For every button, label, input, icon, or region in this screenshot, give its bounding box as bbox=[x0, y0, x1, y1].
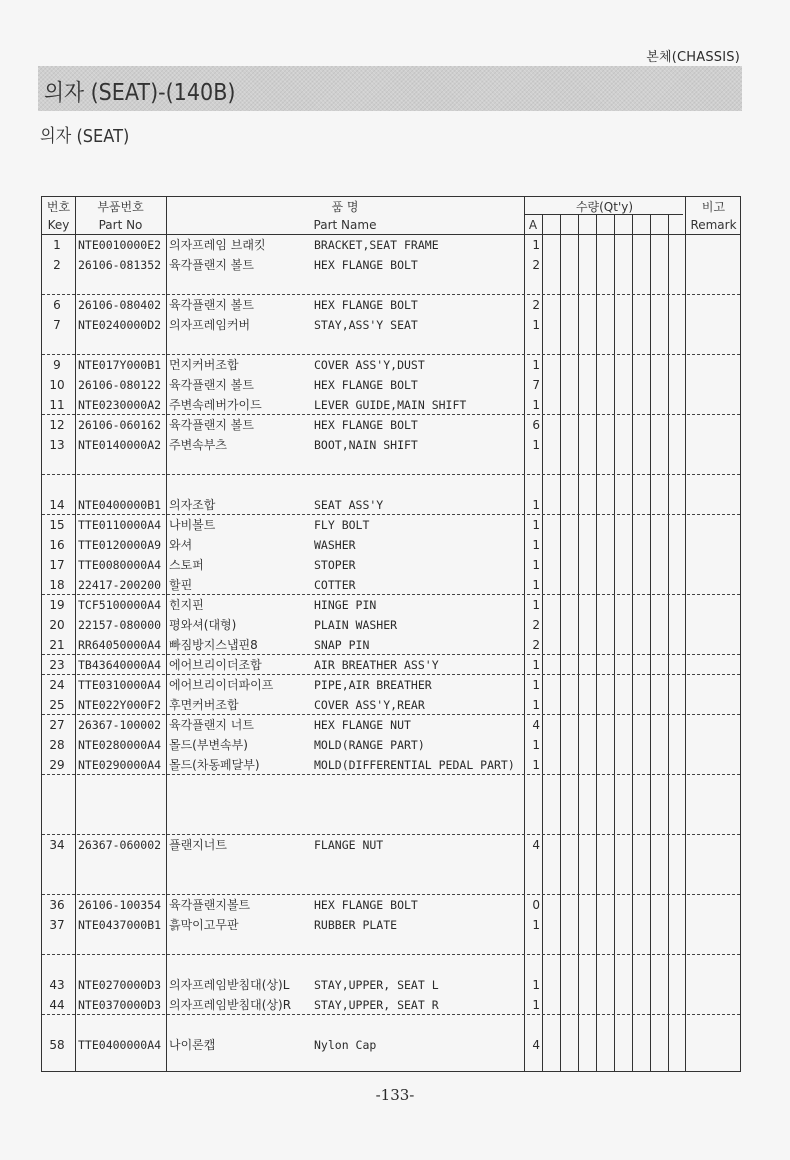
row-qty-a: 1 bbox=[532, 738, 540, 752]
row-name-english: STOPER bbox=[314, 558, 356, 572]
column-divider bbox=[166, 197, 167, 1071]
row-name-korean: 육각플랜지 볼트 bbox=[169, 418, 254, 432]
row-group-separator bbox=[42, 654, 740, 655]
row-key: 21 bbox=[49, 638, 65, 652]
header-partno-en: Part No bbox=[98, 218, 143, 232]
row-part-number: NTE022Y000F2 bbox=[78, 698, 162, 712]
row-name-english: AIR BREATHER ASS'Y bbox=[314, 658, 439, 672]
row-name-korean: 육각플랜지 볼트 bbox=[169, 298, 254, 312]
row-qty-a: 4 bbox=[532, 1038, 540, 1052]
header-remark-en: Remark bbox=[690, 218, 737, 232]
row-name-english: HINGE PIN bbox=[314, 598, 377, 612]
row-name-korean: 나이론캡 bbox=[169, 1038, 216, 1052]
header-divider bbox=[42, 234, 740, 235]
row-qty-a: 2 bbox=[532, 298, 540, 312]
header-key-ko: 번호 bbox=[46, 200, 71, 214]
row-name-english: BRACKET,SEAT FRAME bbox=[314, 238, 439, 252]
row-part-number: TTE0310000A4 bbox=[78, 678, 162, 692]
section-label: 본체(CHASSIS) bbox=[646, 50, 740, 65]
row-part-number: RR64050000A4 bbox=[78, 638, 162, 652]
row-part-number: NTE0400000B1 bbox=[78, 498, 162, 512]
row-qty-a: 1 bbox=[532, 518, 540, 532]
column-divider bbox=[685, 197, 686, 1071]
row-qty-a: 1 bbox=[532, 998, 540, 1012]
column-divider bbox=[560, 214, 561, 1071]
column-divider bbox=[596, 214, 597, 1071]
row-qty-a: 2 bbox=[532, 258, 540, 272]
row-name-korean: 몰드(차동페달부) bbox=[169, 758, 260, 772]
row-key: 15 bbox=[49, 518, 65, 532]
column-divider bbox=[542, 214, 543, 1071]
row-group-separator bbox=[42, 714, 740, 715]
row-name-english: MOLD(RANGE PART) bbox=[314, 738, 425, 752]
row-name-korean: 의자프레임커버 bbox=[169, 318, 251, 332]
row-qty-a: 7 bbox=[532, 378, 540, 392]
row-name-english: HEX FLANGE BOLT bbox=[314, 258, 418, 272]
row-group-separator bbox=[42, 514, 740, 515]
row-name-korean: 후면커버조합 bbox=[169, 698, 239, 712]
row-qty-a: 2 bbox=[532, 618, 540, 632]
row-key: 11 bbox=[49, 398, 65, 412]
row-name-english: LEVER GUIDE,MAIN SHIFT bbox=[314, 398, 467, 412]
row-key: 44 bbox=[49, 998, 65, 1012]
row-part-number: NTE0270000D3 bbox=[78, 978, 162, 992]
row-name-korean: 나비볼트 bbox=[169, 518, 216, 532]
row-key: 24 bbox=[49, 678, 65, 692]
row-name-korean: 흙막이고무판 bbox=[169, 918, 239, 932]
row-name-english: STAY,UPPER, SEAT L bbox=[314, 978, 439, 992]
row-group-separator bbox=[42, 774, 740, 775]
qty-header-divider bbox=[524, 214, 683, 215]
page-subtitle: 의자 (SEAT) bbox=[40, 126, 130, 147]
row-name-korean: 주변속레버가이드 bbox=[169, 398, 262, 412]
row-part-number: NTE0230000A2 bbox=[78, 398, 162, 412]
row-key: 23 bbox=[49, 658, 65, 672]
row-key: 34 bbox=[49, 838, 65, 852]
row-part-number: TB43640000A4 bbox=[78, 658, 162, 672]
row-key: 7 bbox=[53, 318, 61, 332]
row-part-number: 22417-200200 bbox=[78, 578, 162, 592]
row-name-english: Nylon Cap bbox=[314, 1038, 377, 1052]
row-name-english: STAY,ASS'Y SEAT bbox=[314, 318, 418, 332]
row-qty-a: 1 bbox=[532, 558, 540, 572]
row-name-english: FLY BOLT bbox=[314, 518, 370, 532]
row-part-number: NTE0370000D3 bbox=[78, 998, 162, 1012]
row-part-number: TTE0080000A4 bbox=[78, 558, 162, 572]
row-key: 28 bbox=[49, 738, 65, 752]
row-key: 10 bbox=[49, 378, 65, 392]
row-key: 2 bbox=[53, 258, 61, 272]
header-remark-ko: 비고 bbox=[701, 200, 726, 214]
row-group-separator bbox=[42, 414, 740, 415]
header-qty-a: A bbox=[528, 218, 538, 232]
row-group-separator bbox=[42, 894, 740, 895]
row-key: 19 bbox=[49, 598, 65, 612]
row-qty-a: 1 bbox=[532, 318, 540, 332]
column-divider bbox=[578, 214, 579, 1071]
column-divider bbox=[524, 197, 525, 1071]
row-part-number: 26106-080402 bbox=[78, 298, 162, 312]
row-name-korean: 주변속부츠 bbox=[169, 438, 227, 452]
row-qty-a: 1 bbox=[532, 358, 540, 372]
header-name-ko: 품 명 bbox=[331, 200, 359, 214]
row-name-english: COTTER bbox=[314, 578, 356, 592]
row-name-korean: 먼지커버조합 bbox=[169, 358, 239, 372]
header-qty: 수량(Qt'y) bbox=[575, 200, 634, 214]
row-key: 36 bbox=[49, 898, 65, 912]
row-name-english: HEX FLANGE BOLT bbox=[314, 418, 418, 432]
row-group-separator bbox=[42, 954, 740, 955]
row-name-english: PLAIN WASHER bbox=[314, 618, 398, 632]
row-name-english: RUBBER PLATE bbox=[314, 918, 398, 932]
row-key: 20 bbox=[49, 618, 65, 632]
row-name-korean: 스토퍼 bbox=[169, 558, 204, 572]
row-part-number: 26106-100354 bbox=[78, 898, 162, 912]
header-partno-ko: 부품번호 bbox=[97, 200, 144, 214]
column-divider bbox=[632, 214, 633, 1071]
row-part-number: TTE0120000A9 bbox=[78, 538, 162, 552]
column-divider bbox=[650, 214, 651, 1071]
row-qty-a: 0 bbox=[532, 898, 540, 912]
row-key: 58 bbox=[49, 1038, 65, 1052]
row-qty-a: 1 bbox=[532, 758, 540, 772]
row-name-english: PIPE,AIR BREATHER bbox=[314, 678, 432, 692]
row-group-separator bbox=[42, 594, 740, 595]
row-name-english: COVER ASS'Y,REAR bbox=[314, 698, 425, 712]
row-name-english: HEX FLANGE NUT bbox=[314, 718, 411, 732]
row-name-english: BOOT,NAIN SHIFT bbox=[314, 438, 418, 452]
row-qty-a: 1 bbox=[532, 918, 540, 932]
row-key: 9 bbox=[53, 358, 61, 372]
row-key: 17 bbox=[49, 558, 65, 572]
row-group-separator bbox=[42, 294, 740, 295]
row-key: 25 bbox=[49, 698, 65, 712]
row-key: 37 bbox=[49, 918, 65, 932]
row-name-korean: 힌지핀 bbox=[169, 598, 204, 612]
row-qty-a: 1 bbox=[532, 598, 540, 612]
row-part-number: NTE0240000D2 bbox=[78, 318, 162, 332]
page-number: -133- bbox=[375, 1086, 415, 1104]
row-name-korean: 플랜지너트 bbox=[169, 838, 227, 852]
row-part-number: NTE017Y000B1 bbox=[78, 358, 162, 372]
row-name-english: HEX FLANGE BOLT bbox=[314, 298, 418, 312]
row-name-korean: 와셔 bbox=[169, 538, 193, 552]
row-name-english: FLANGE NUT bbox=[314, 838, 384, 852]
row-group-separator bbox=[42, 1014, 740, 1015]
row-group-separator bbox=[42, 474, 740, 475]
column-divider bbox=[614, 214, 615, 1071]
row-qty-a: 1 bbox=[532, 538, 540, 552]
page-title: 의자 (SEAT)-(140B) bbox=[44, 80, 236, 106]
row-name-english: SEAT ASS'Y bbox=[314, 498, 384, 512]
row-qty-a: 4 bbox=[532, 718, 540, 732]
row-qty-a: 2 bbox=[532, 638, 540, 652]
row-key: 12 bbox=[49, 418, 65, 432]
row-name-english: STAY,UPPER, SEAT R bbox=[314, 998, 439, 1012]
row-qty-a: 4 bbox=[532, 838, 540, 852]
row-name-english: COVER ASS'Y,DUST bbox=[314, 358, 425, 372]
row-key: 6 bbox=[53, 298, 61, 312]
row-name-korean: 육각플랜지볼트 bbox=[169, 898, 251, 912]
row-part-number: 26367-100002 bbox=[78, 718, 162, 732]
row-key: 43 bbox=[49, 978, 65, 992]
row-part-number: TTE0400000A4 bbox=[78, 1038, 162, 1052]
row-name-english: WASHER bbox=[314, 538, 356, 552]
row-name-korean: 의자프레임받침대(상)R bbox=[169, 998, 292, 1012]
column-divider bbox=[75, 197, 76, 1071]
row-qty-a: 1 bbox=[532, 498, 540, 512]
row-group-separator bbox=[42, 834, 740, 835]
row-part-number: TTE0110000A4 bbox=[78, 518, 162, 532]
row-part-number: 26106-060162 bbox=[78, 418, 162, 432]
row-qty-a: 1 bbox=[532, 978, 540, 992]
column-divider bbox=[668, 214, 669, 1071]
row-part-number: NTE0280000A4 bbox=[78, 738, 162, 752]
row-part-number: NTE0010000E2 bbox=[78, 238, 162, 252]
row-qty-a: 1 bbox=[532, 238, 540, 252]
row-qty-a: 6 bbox=[532, 418, 540, 432]
row-group-separator bbox=[42, 354, 740, 355]
row-part-number: NTE0437000B1 bbox=[78, 918, 162, 932]
row-name-korean: 에어브리이더조합 bbox=[169, 658, 262, 672]
row-qty-a: 1 bbox=[532, 678, 540, 692]
row-name-korean: 평와셔(대형) bbox=[169, 618, 237, 632]
row-key: 13 bbox=[49, 438, 65, 452]
header-key-en: Key bbox=[47, 218, 70, 232]
row-name-korean: 빠짐방지스냅핀8 bbox=[169, 638, 258, 652]
row-name-korean: 의자프레임 브래킷 bbox=[169, 238, 266, 252]
row-name-korean: 몰드(부변속부) bbox=[169, 738, 248, 752]
row-key: 1 bbox=[53, 238, 61, 252]
title-banner bbox=[38, 66, 742, 111]
row-group-separator bbox=[42, 674, 740, 675]
row-name-korean: 의자프레임받침대(상)L bbox=[169, 978, 290, 992]
row-part-number: NTE0290000A4 bbox=[78, 758, 162, 772]
header-name-en: Part Name bbox=[313, 218, 377, 232]
parts-table bbox=[41, 196, 741, 1072]
row-qty-a: 1 bbox=[532, 398, 540, 412]
row-part-number: 26367-060002 bbox=[78, 838, 162, 852]
row-part-number: NTE0140000A2 bbox=[78, 438, 162, 452]
row-name-korean: 할핀 bbox=[169, 578, 193, 592]
row-name-korean: 육각플랜지 볼트 bbox=[169, 378, 254, 392]
row-name-korean: 육각플랜지 너트 bbox=[169, 718, 254, 732]
row-name-korean: 의자조합 bbox=[169, 498, 216, 512]
row-name-english: MOLD(DIFFERENTIAL PEDAL PART) bbox=[314, 758, 515, 772]
row-part-number: 26106-081352 bbox=[78, 258, 162, 272]
row-part-number: 26106-080122 bbox=[78, 378, 162, 392]
row-name-korean: 육각플랜지 볼트 bbox=[169, 258, 254, 272]
row-part-number: 22157-080000 bbox=[78, 618, 162, 632]
row-part-number: TCF5100000A4 bbox=[78, 598, 162, 612]
row-key: 27 bbox=[49, 718, 65, 732]
row-name-korean: 에어브리이더파이프 bbox=[169, 678, 274, 692]
row-key: 18 bbox=[49, 578, 65, 592]
row-qty-a: 1 bbox=[532, 438, 540, 452]
row-qty-a: 1 bbox=[532, 658, 540, 672]
row-key: 29 bbox=[49, 758, 65, 772]
row-name-english: HEX FLANGE BOLT bbox=[314, 898, 418, 912]
row-name-english: HEX FLANGE BOLT bbox=[314, 378, 418, 392]
row-key: 14 bbox=[49, 498, 65, 512]
row-qty-a: 1 bbox=[532, 698, 540, 712]
row-qty-a: 1 bbox=[532, 578, 540, 592]
row-key: 16 bbox=[49, 538, 65, 552]
row-name-english: SNAP PIN bbox=[314, 638, 370, 652]
